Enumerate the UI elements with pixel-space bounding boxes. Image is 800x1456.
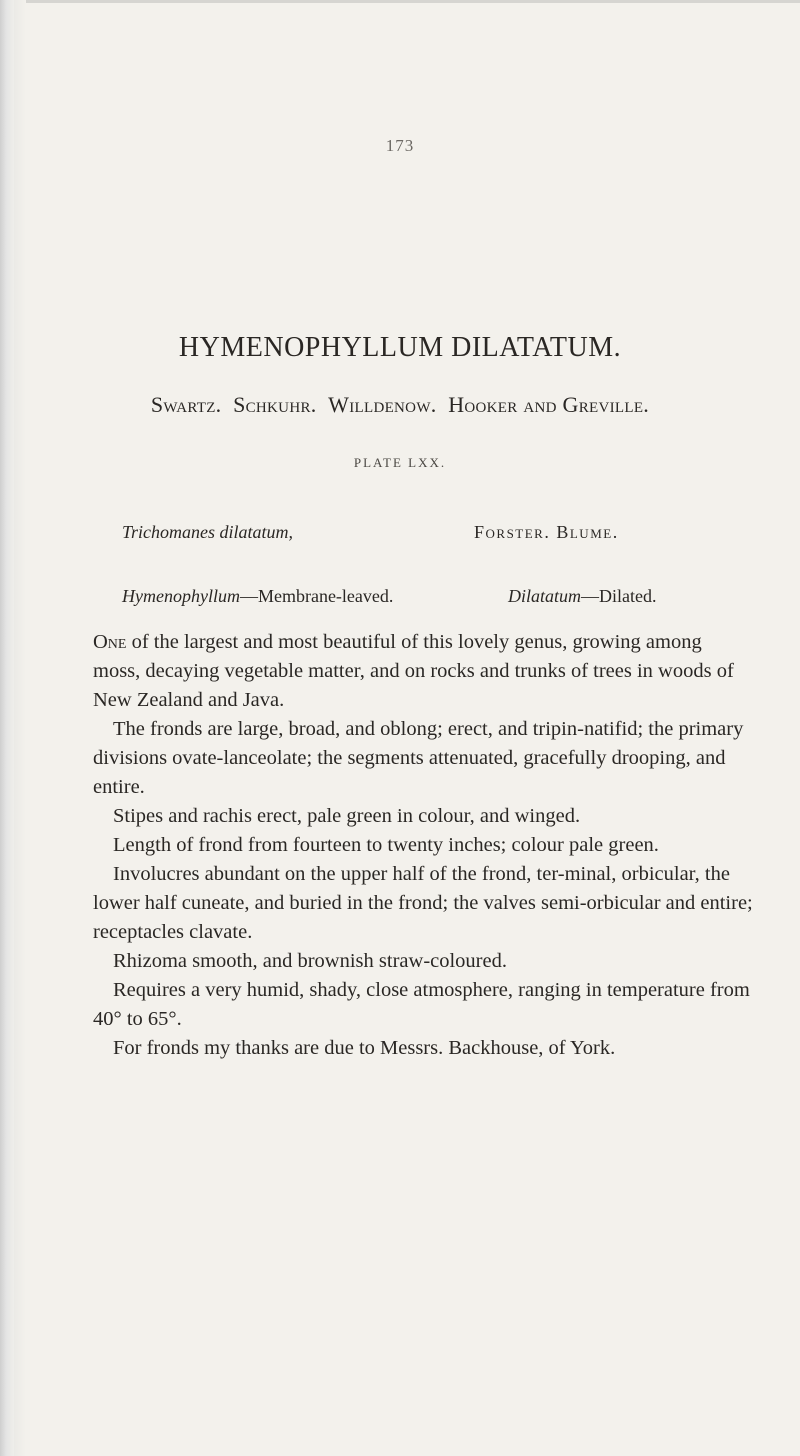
synonym-name: Trichomanes dilatatum,	[122, 522, 294, 542]
lead-word: One	[93, 631, 127, 653]
paragraph-acknowledgement: For fronds my thanks are due to Messrs. Backhouse, of York.	[113, 1037, 616, 1059]
genus-term: Hymenophyllum	[122, 586, 240, 606]
paragraph-length: Length of frond from fourteen to twenty inches; colour pale green.	[113, 834, 659, 856]
page-number: 173	[385, 136, 415, 155]
authority-willdenow: Willdenow.	[328, 392, 437, 417]
genus-meaning: —Membrane-leaved.	[239, 586, 394, 606]
page-margin-shading	[14, 0, 26, 1456]
species-etymology	[508, 586, 657, 607]
paragraph-requirements: Requires a very humid, shady, close atmosphere, ranging in temperature from 40° to 65°.	[93, 979, 750, 1030]
paragraph-involucres: Involucres abundant on the upper half of the frond, ter-minal, orbicular, the lower half cuneate, and buried in the frond; the valves semi-orbicular and entire; receptacles clavate.	[93, 863, 753, 943]
book-gutter-shadow	[0, 0, 14, 1456]
authority-schkuhr: Schkuhr.	[233, 392, 317, 417]
description-text	[93, 628, 753, 1063]
authority-hooker-greville: Hooker and Greville.	[448, 392, 650, 417]
plate-label: PLATE LXX.	[353, 455, 447, 470]
species-meaning: —Dilated.	[581, 586, 657, 606]
paragraph-fronds: The fronds are large, broad, and oblong; erect, and tripin-natifid; the primary divisions ovate-lanceolate; the segments attenuated, gracefully drooping, and entire.	[93, 718, 744, 798]
genus-etymology	[122, 586, 393, 607]
synonym-authors: Forster. Blume.	[474, 522, 619, 542]
page-title: HYMENOPHYLLUM DILATATUM.	[178, 332, 622, 363]
authorities-line	[0, 392, 800, 418]
paragraph-habitat	[93, 628, 753, 715]
species-term: Dilatatum	[508, 586, 582, 606]
paragraph-rhizoma: Rhizoma smooth, and brownish straw-coloured.	[113, 950, 507, 972]
paragraph-habitat-text: of the largest and most beautiful of this lovely genus, growing among moss, decaying vegetable matter, and on rocks and trunks of trees in woods of New Zealand and Java.	[93, 631, 734, 711]
authority-swartz: Swartz.	[150, 392, 222, 417]
paragraph-stipes: Stipes and rachis erect, pale green in colour, and winged.	[113, 805, 581, 827]
page-top-edge	[0, 0, 800, 3]
